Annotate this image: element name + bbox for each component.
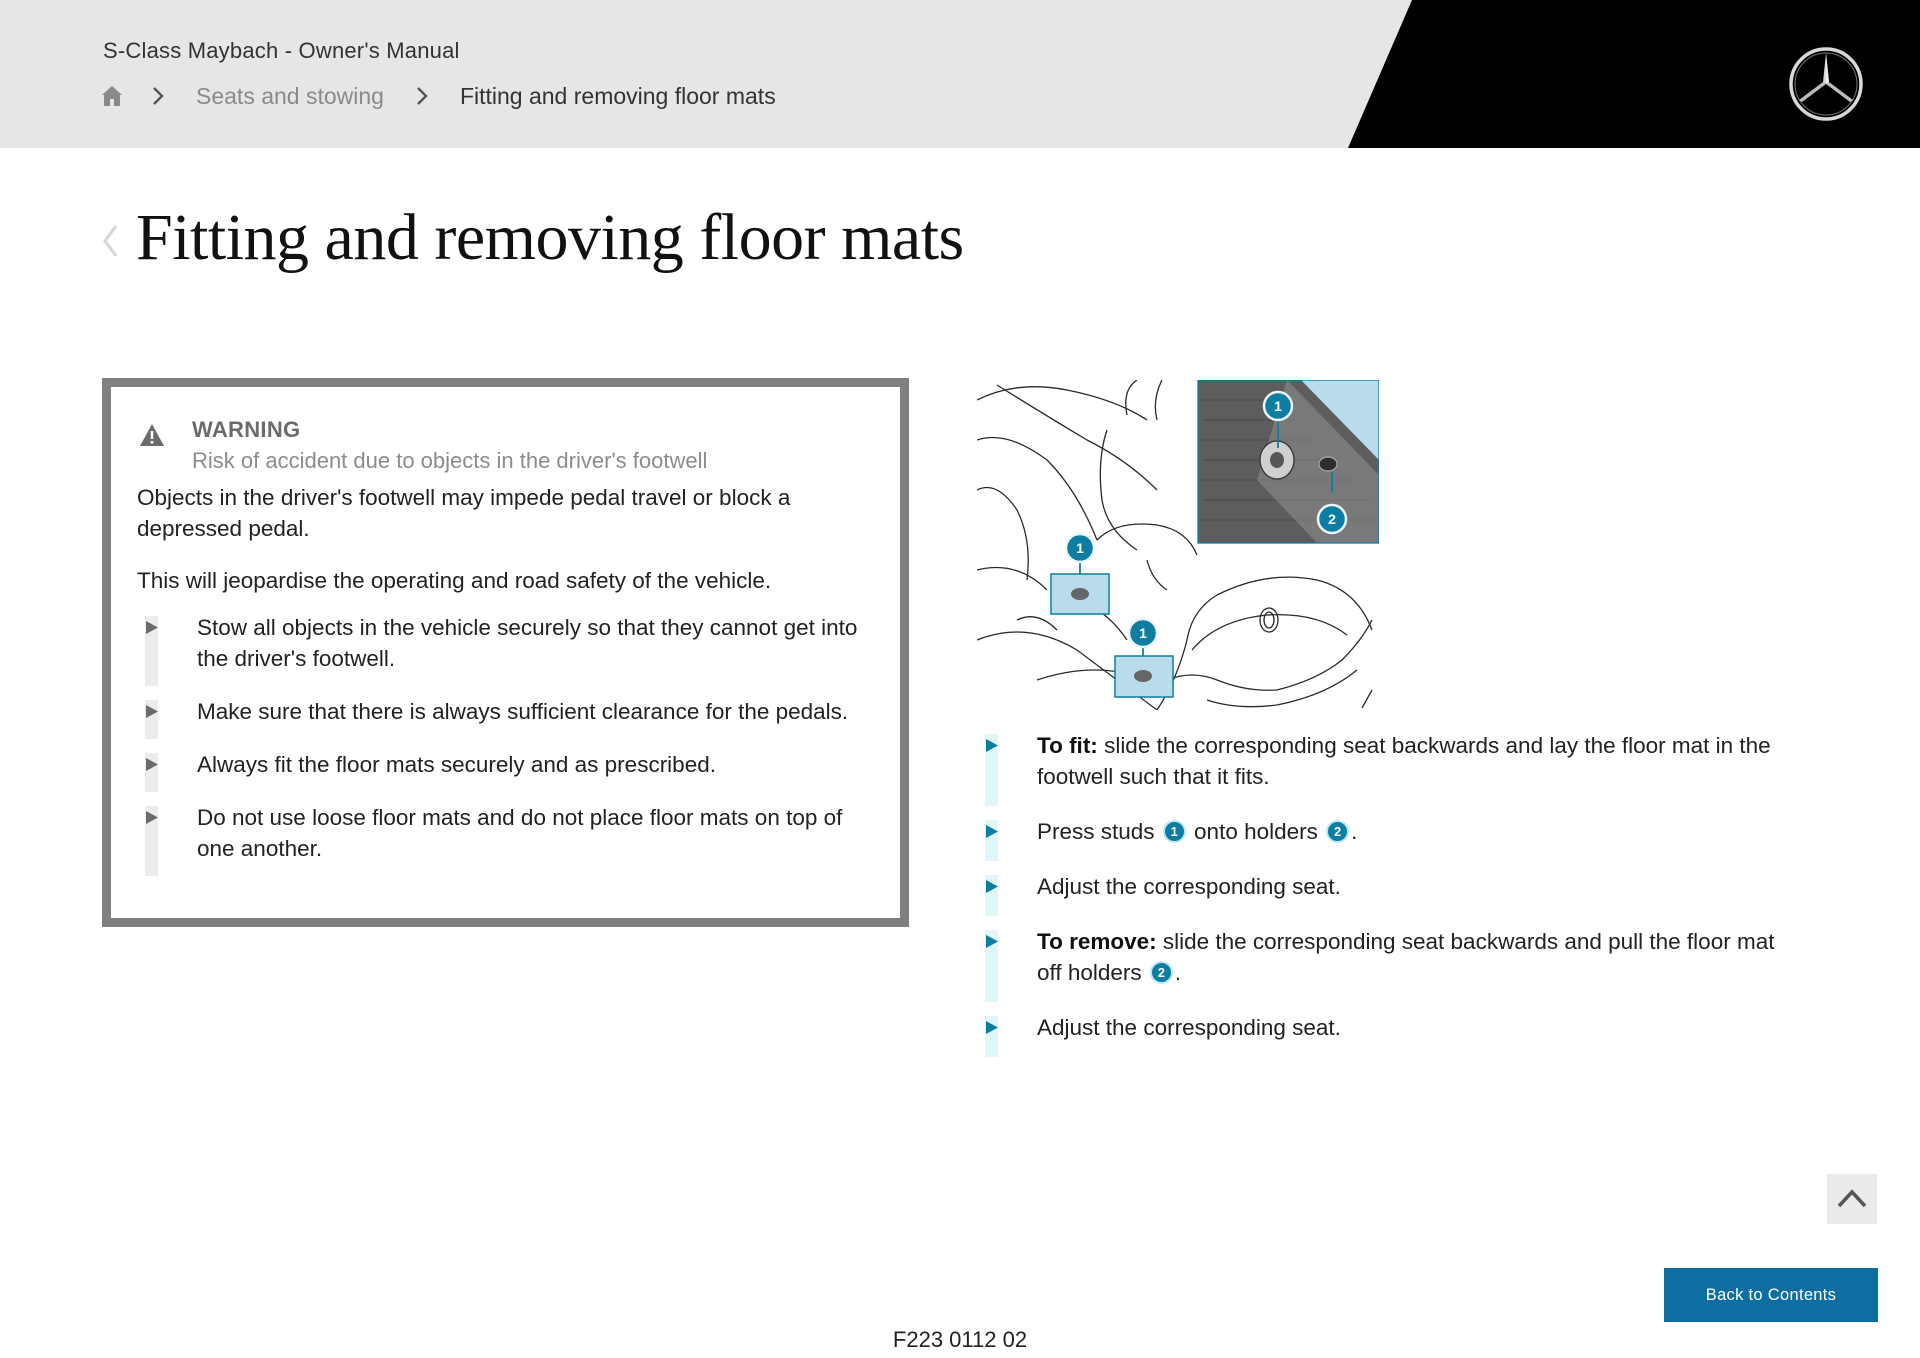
svg-text:2: 2 — [1328, 511, 1336, 527]
floor-mat-illustration[interactable] — [977, 380, 1379, 710]
list-item: Make sure that there is always sufficient clearance for the pedals. — [137, 696, 877, 727]
warning-label: WARNING — [192, 417, 301, 442]
breadcrumb-current: Fitting and removing floor mats — [459, 82, 776, 109]
callout-1-left — [1066, 534, 1094, 562]
callout-badge-1: 1 — [1163, 820, 1186, 843]
step-item: Adjust the corresponding seat. — [983, 1012, 1783, 1043]
manual-title: S-Class Maybach - Owner's Manual — [103, 38, 460, 63]
bullet-triangle-icon — [145, 810, 159, 825]
home-icon[interactable] — [100, 84, 124, 108]
warning-subtitle: Risk of accident due to objects in the driver's footwell — [192, 448, 708, 473]
header-black-panel — [0, 0, 1920, 148]
list-item: Always fit the floor mats securely and as prescribed. — [137, 749, 877, 780]
svg-text:1: 1 — [1274, 398, 1282, 414]
bullet-triangle-icon — [145, 704, 159, 719]
mercedes-star-logo[interactable] — [1788, 46, 1864, 122]
figure-code: F223 0112 02 — [892, 1327, 1028, 1352]
step-item: To remove: slide the corresponding seat backwards and pull the floor mat off holders 2 . — [983, 926, 1783, 988]
bullet-triangle-icon — [145, 757, 159, 772]
step-item: Adjust the corresponding seat. — [983, 871, 1783, 902]
breadcrumb-link-seats[interactable]: Seats and stowing — [196, 82, 384, 109]
bullet-triangle-icon — [145, 620, 159, 635]
breadcrumb — [100, 80, 776, 112]
callout-1-top — [1264, 392, 1292, 420]
chevron-right-icon — [150, 85, 166, 107]
list-item: Stow all objects in the vehicle securely so that they cannot get into the driver's footwell. — [137, 612, 877, 674]
warning-triangle-icon — [139, 423, 165, 447]
chevron-right-icon — [414, 85, 430, 107]
svg-text:1: 1 — [1139, 625, 1147, 641]
bullet-triangle-icon — [985, 738, 999, 753]
step-item: To fit: slide the corresponding seat backwards and lay the floor mat in the footwell such that it fits. — [983, 730, 1783, 792]
page-title: Fitting and removing floor mats — [136, 201, 964, 274]
bullet-triangle-icon — [985, 934, 999, 949]
svg-text:1: 1 — [1076, 540, 1084, 556]
callout-badge-2: 2 — [1150, 961, 1173, 984]
callout-badge-2: 2 — [1326, 820, 1349, 843]
instruction-steps — [983, 730, 1783, 1067]
step-item: Press studs 1 onto holders 2 . — [983, 816, 1783, 847]
warning-paragraph: Objects in the driver's footwell may impede pedal travel or block a depressed pedal. — [137, 485, 791, 541]
bullet-triangle-icon — [985, 879, 999, 894]
back-to-contents-button[interactable]: Back to Contents — [1664, 1268, 1878, 1322]
warning-list — [137, 612, 877, 886]
callout-1-bottom — [1129, 619, 1157, 647]
scroll-to-top-button[interactable] — [1827, 1174, 1877, 1224]
bullet-triangle-icon — [985, 1020, 999, 1035]
warning-paragraph: This will jeopardise the operating and road safety of the vehicle. — [137, 568, 772, 593]
warning-box — [102, 378, 909, 927]
chevron-up-icon — [1827, 1174, 1877, 1224]
bullet-triangle-icon — [985, 824, 999, 839]
list-item: Do not use loose floor mats and do not place floor mats on top of one another. — [137, 802, 877, 864]
callout-2 — [1318, 505, 1346, 533]
back-chevron-icon[interactable] — [100, 222, 120, 260]
